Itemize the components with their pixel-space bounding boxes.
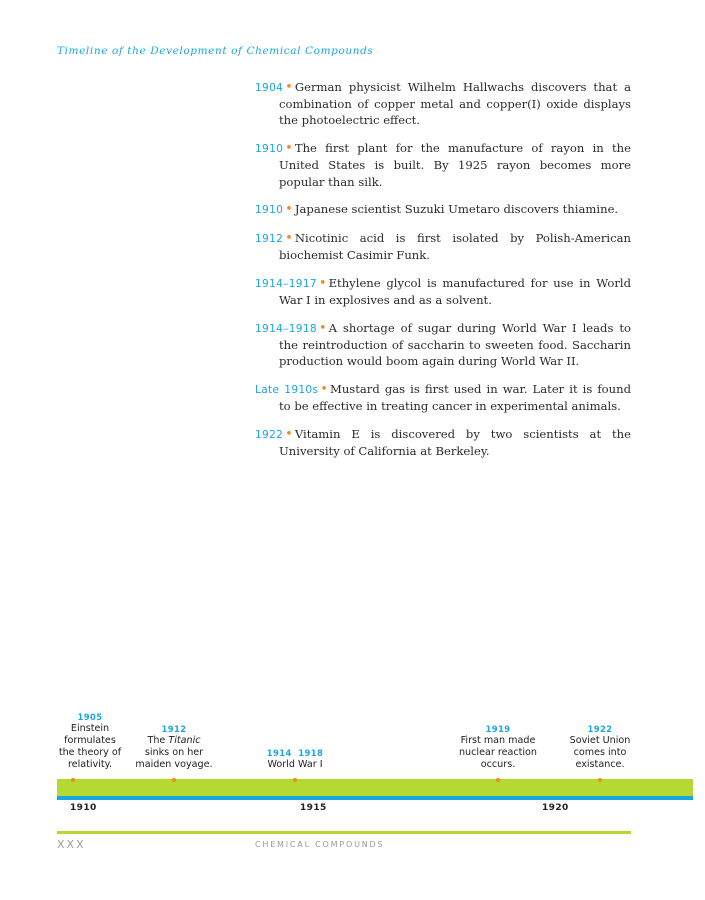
bullet-icon: •	[285, 80, 293, 95]
axis-tick-1920: 1920	[542, 803, 569, 813]
bullet-icon: •	[318, 275, 327, 291]
axis-tick-1915: 1915	[300, 803, 327, 813]
timeline-event-line: Soviet Union	[569, 735, 631, 746]
titanic-italic: Titanic	[168, 735, 201, 746]
entry-year: 1904	[255, 82, 284, 94]
bullet-icon: •	[285, 202, 293, 218]
bullet-icon: •	[320, 381, 328, 397]
timeline-event-year: 1912	[161, 724, 187, 734]
entry-year: 1910	[255, 143, 284, 156]
entry-text: A shortage of sugar during World War I leads to the reintroduction of saccharin to sweeten food. Saccharin production would boom again during World War II.	[279, 320, 631, 369]
entry-year: Late 1910s	[255, 383, 319, 396]
entry-text: Japanese scientist Suzuki Umetaro discovers thiamine.	[294, 202, 619, 217]
timeline-event-1905	[52, 711, 128, 771]
timeline-event-line: World War I	[267, 759, 323, 770]
running-head: Timeline of the Development of Chemical Compounds	[57, 45, 374, 57]
timeline-marker	[71, 778, 75, 782]
entry-year: 1922	[255, 428, 284, 441]
timeline-event-line: comes into	[573, 747, 627, 758]
timeline-event-year: 1905	[77, 712, 103, 722]
timeline-entries	[255, 79, 631, 471]
timeline-event-1912	[132, 723, 216, 771]
page-folio: XXX	[57, 838, 86, 851]
timeline-event-line: First man made	[460, 735, 536, 746]
entry-text: Mustard gas is first used in war. Later it is found to be effective in treating cancer in experimental animals.	[279, 381, 631, 414]
entry-1922	[255, 426, 631, 459]
timeline-event-line: occurs.	[480, 759, 516, 770]
entry-1910-thiamine	[255, 201, 631, 218]
footer-rule	[57, 831, 631, 834]
timeline-event-year: 1919	[485, 724, 511, 734]
timeline-event-line: Einstein	[70, 723, 110, 734]
bullet-icon: •	[285, 426, 293, 442]
entry-year: 1910	[255, 204, 284, 217]
timeline-event-line: existance.	[575, 759, 625, 770]
entry-text: Vitamin E is discovered by two scientists at the University of California at Berkeley.	[279, 426, 631, 458]
timeline-event-year: 1922	[587, 724, 613, 734]
timeline-event-line: relativity.	[67, 759, 113, 770]
timeline-marker	[293, 778, 297, 782]
timeline-event-1919	[452, 723, 544, 771]
timeline-event-line: nuclear reaction	[458, 747, 538, 758]
entry-late-1910s	[255, 381, 631, 414]
timeline-event-1922	[560, 723, 640, 771]
timeline-marker	[598, 778, 602, 782]
timeline-event-line: sinks on her	[144, 747, 204, 758]
entry-1910-rayon	[255, 140, 631, 190]
timeline-marker	[496, 778, 500, 782]
entry-text: The first plant for the manufacture of rayon in the United States is built. By 1925 rayon becomes more popular than silk.	[279, 141, 631, 189]
timeline-event-line-prefix: The	[147, 735, 169, 746]
entry-year: 1914–1917	[255, 277, 317, 290]
timeline-marker	[172, 778, 176, 782]
bullet-icon: •	[318, 320, 327, 336]
entry-text: German physicist Wilhelm Hallwachs discovers that a combination of copper metal and copper(I) oxide displays the photoelectric effect.	[279, 80, 631, 128]
entry-text: Nicotinic acid is first isolated by Polish-American biochemist Casimir Funk.	[279, 230, 631, 263]
timeline-band	[57, 779, 693, 797]
entry-year: 1912	[255, 232, 284, 245]
axis-tick-1910: 1910	[70, 803, 97, 813]
bullet-icon: •	[285, 230, 293, 246]
entry-year: 1914–1918	[255, 322, 317, 335]
entry-1914-1918	[255, 320, 631, 370]
bullet-icon: •	[285, 141, 293, 157]
entry-1912	[255, 230, 631, 263]
entry-1904	[255, 79, 631, 129]
timeline-event-line: the theory of	[58, 747, 122, 758]
entry-1914-1917	[255, 275, 631, 308]
timeline-event-line: maiden voyage.	[135, 759, 213, 770]
timeline-event-year: 1914 1918	[266, 748, 324, 758]
timeline-event-line: formulates	[64, 735, 116, 746]
timeline-axis-line	[57, 796, 693, 800]
timeline-event-ww1	[255, 747, 335, 771]
entry-text: Ethylene glycol is manufactured for use in World War I in explosives and as a solvent.	[279, 275, 631, 308]
timeline-event-line	[132, 735, 216, 747]
footer-title: CHEMICAL COMPOUNDS	[255, 840, 385, 849]
